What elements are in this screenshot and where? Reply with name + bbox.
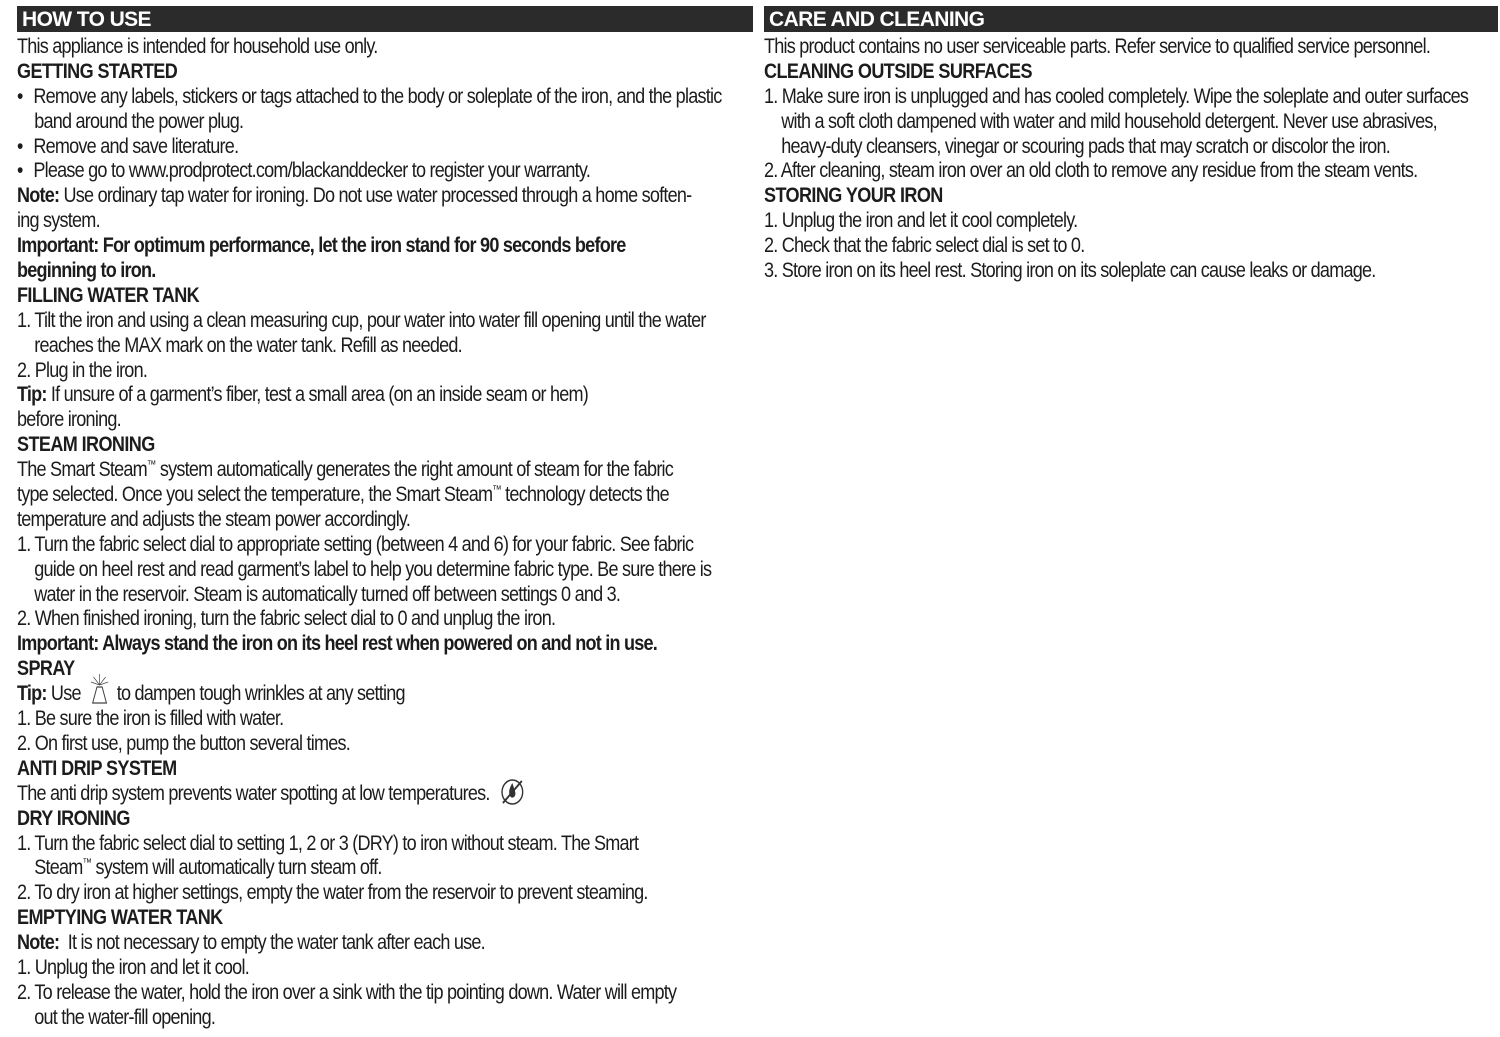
- step-line-cont: out the water-fill opening.: [34, 1005, 216, 1029]
- step-line: 2. On first use, pump the button several times.: [17, 731, 351, 755]
- step-line-cont: guide on heel rest and read garment’s label to help you determine fabric type. Be sure there is: [34, 557, 712, 581]
- note-line: Note: It is not necessary to empty the water tank after each use.: [17, 931, 485, 955]
- getting-started-heading: GETTING STARTED: [17, 59, 178, 83]
- desc-line: The Smart Steam™ system automatically generates the right amount of steam for the fabric: [17, 458, 674, 482]
- emptying-heading: EMPTYING WATER TANK: [17, 906, 223, 930]
- desc-line: type selected. Once you select the temperature, the Smart Steam™ technology detects the: [17, 483, 669, 507]
- how-to-use-header: HOW TO USE: [17, 6, 753, 32]
- step-line: 2. When finished ironing, turn the fabric select dial to 0 and unplug the iron.: [17, 607, 556, 631]
- step-line: 2. To release the water, hold the iron over a sink with the tip pointing down. Water will empty: [17, 980, 677, 1004]
- intro-text: This product contains no user serviceable parts. Refer service to qualified service personnel.: [764, 35, 1431, 58]
- step-line-cont: reaches the MAX mark on the water tank. Refill as needed.: [34, 333, 462, 357]
- bullet-item: • Please go to www.prodprotect.com/blackanddecker to register your warranty.: [17, 159, 591, 183]
- spray-icon: [85, 682, 113, 707]
- bullet-item: • Remove any labels, stickers or tags attached to the body or soleplate of the iron, and the plastic: [17, 84, 722, 108]
- note-line-cont: ing system.: [17, 209, 100, 233]
- bullet-icon: •: [17, 134, 23, 158]
- steam-heading: STEAM IRONING: [17, 433, 155, 457]
- step-line: 1. Tilt the iron and using a clean measuring cup, pour water into water fill opening until the water: [17, 308, 706, 332]
- cleaning-heading: CLEANING OUTSIDE SURFACES: [764, 59, 1032, 83]
- step-line-cont: water in the reservoir. Steam is automatically turned off between settings 0 and 3.: [34, 582, 621, 606]
- step-line: 1. Turn the fabric select dial to appropriate setting (between 4 and 6) for your fabric. See fabric: [17, 532, 694, 556]
- tip-line: Tip: Use to dampen tough wrinkles at any setting: [17, 682, 650, 707]
- step-line: 2. After cleaning, steam iron over an old cloth to remove any residue from the steam vents.: [764, 159, 1418, 183]
- bullet-item-cont: band around the power plug.: [34, 109, 244, 133]
- tip-line: Tip: If unsure of a garment’s fiber, test a small area (on an inside seam or hem): [17, 383, 589, 407]
- dry-heading: DRY IRONING: [17, 806, 130, 830]
- step-line: 1. Make sure iron is unplugged and has cooled completely. Wipe the soleplate and outer surfaces: [764, 84, 1469, 108]
- step-line: 2. To dry iron at higher settings, empty the water from the reservoir to prevent steaming.: [17, 881, 648, 905]
- intro-text: This appliance is intended for household use only.: [17, 35, 378, 58]
- step-line-cont: with a soft cloth dampened with water and mild household detergent. Never use abrasives,: [781, 109, 1437, 133]
- step-line: 2. Plug in the iron.: [17, 358, 148, 382]
- anti-drip-icon: [494, 782, 525, 807]
- tip-line-cont: before ironing.: [17, 408, 121, 432]
- step-line-cont: Steam™ system will automatically turn steam off.: [34, 856, 382, 880]
- care-and-cleaning-column: [764, 6, 1498, 284]
- step-line: 3. Store iron on its heel rest. Storing iron on its soleplate can cause leaks or damage.: [764, 259, 1376, 283]
- important-line: Important: For optimum performance, let the iron stand for 90 seconds before: [17, 234, 626, 258]
- care-and-cleaning-header: CARE AND CLEANING: [764, 6, 1498, 32]
- anti-drip-text: The anti drip system prevents water spotting at low temperatures.: [17, 782, 650, 807]
- spray-heading: SPRAY: [17, 657, 75, 681]
- bullet-item: • Remove and save literature.: [17, 134, 239, 158]
- filling-heading: FILLING WATER TANK: [17, 283, 200, 307]
- note-line: Note: Use ordinary tap water for ironing. Do not use water processed through a home soften-: [17, 184, 692, 208]
- storing-heading: STORING YOUR IRON: [764, 184, 943, 208]
- step-line-cont: heavy-duty cleansers, vinegar or scouring pads that may scratch or discolor the iron.: [781, 134, 1390, 158]
- step-line: 1. Turn the fabric select dial to setting 1, 2 or 3 (DRY) to iron without steam. The Smart: [17, 831, 639, 855]
- step-line: 1. Unplug the iron and let it cool completely.: [764, 209, 1078, 233]
- step-line: 1. Unplug the iron and let it cool.: [17, 955, 249, 979]
- anti-drip-heading: ANTI DRIP SYSTEM: [17, 756, 177, 780]
- bullet-icon: •: [17, 159, 23, 183]
- step-line: 1. Be sure the iron is filled with water.: [17, 707, 284, 731]
- important-line: Important: Always stand the iron on its heel rest when powered on and not in use.: [17, 632, 658, 656]
- how-to-use-column: [17, 6, 753, 1031]
- bullet-icon: •: [17, 84, 23, 108]
- desc-line: temperature and adjusts the steam power accordingly.: [17, 507, 411, 531]
- important-line-cont: beginning to iron.: [17, 259, 156, 283]
- step-line: 2. Check that the fabric select dial is set to 0.: [764, 234, 1085, 258]
